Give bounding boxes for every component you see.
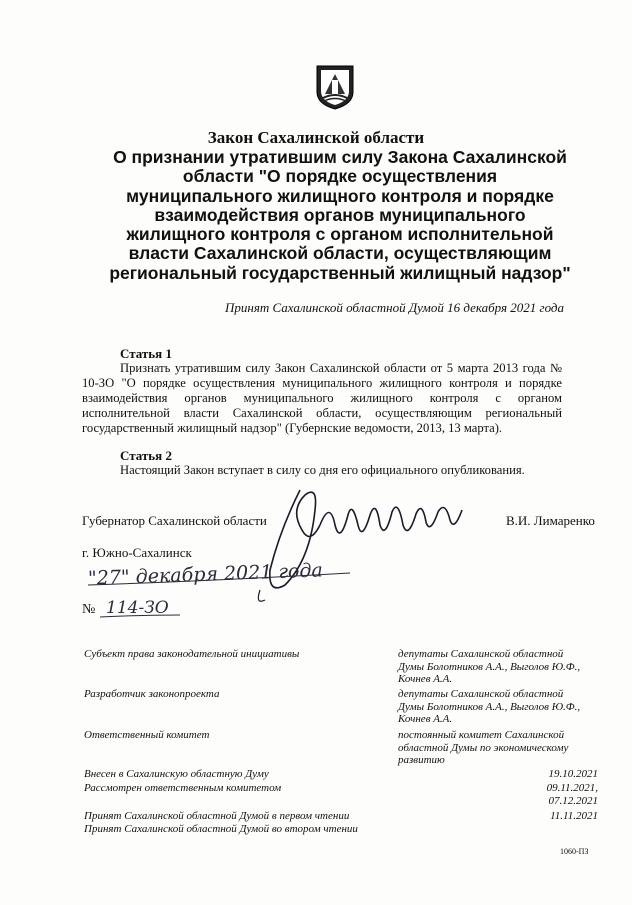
first-reading-date: 11.11.2021 [550, 810, 598, 822]
committee-label: Ответственный комитет [84, 729, 210, 741]
law-subject-title [90, 148, 590, 283]
subject-line: жилищного контроля с органом исполнительной [126, 224, 554, 245]
committee-value [398, 729, 598, 767]
governor-name: В.И. Лимаренко [506, 513, 595, 528]
value-line: Кочнев А.А. [398, 713, 453, 725]
value-line: развитию [398, 754, 445, 766]
value-line: депутаты Сахалинской областной [398, 688, 564, 700]
governor-title: Губернатор Сахалинской области [82, 513, 267, 528]
article-1-heading: Статья 1 [120, 346, 172, 361]
city: г. Южно-Сахалинск [82, 545, 192, 560]
second-reading-label: Принят Сахалинской областной Думой во втором чтении [84, 823, 358, 835]
committee-review-label: Рассмотрен ответственным комитетом [84, 782, 282, 794]
developer-value [398, 688, 598, 726]
date-value: 07.12.2021 [548, 794, 598, 807]
subject-line: власти Сахалинской области, осуществляющим [128, 243, 552, 264]
handwritten-date: "27" декабря 2021 года [87, 559, 324, 590]
handwritten-date-and-number [70, 555, 370, 625]
subject-line: О признании утратившим силу Закона Сахалинской [113, 147, 567, 167]
subject-line: области "О порядке осуществления [182, 166, 498, 187]
document-code: 1060-ПЗ [560, 847, 589, 856]
value-line: Думы Болотников А.А., Выголов Ю.Ф., [398, 700, 581, 713]
initiative-subject-value [398, 648, 598, 686]
value-line: постоянный комитет Сахалинской [398, 729, 565, 741]
value-line: областной Думы по экономическому [398, 741, 569, 754]
subject-line: региональный государственный жилищный надзор" [109, 262, 571, 283]
initiative-subject-label: Субъект права законодательной инициативы [84, 648, 300, 660]
developer-label: Разработчик законопроекта [84, 688, 220, 700]
law-title: Закон Сахалинской области [207, 128, 425, 147]
sakhalin-coat-of-arms-icon [315, 64, 355, 110]
article-2-text: Настоящий Закон вступает в силу со дня его официального опубликования. [120, 463, 525, 477]
submitted-date: 19.10.2021 [548, 768, 598, 780]
article-1-text: Признать утратившим силу Закон Сахалинской области от 5 марта 2013 года № 10-ЗО "О порядке осуществления муниципального жилищного контроля и порядке взаимодействия органов муниципального жилищного контроля с органом исполнительной власти Сахалинской области, осуществляющим региональный государственный жилищный надзор" (Губернские ведомости, 2013, 13 марта). [82, 361, 562, 435]
article-2-heading: Статья 2 [120, 448, 172, 463]
handwritten-number: 114-ЗО [106, 598, 169, 618]
first-reading-label: Принят Сахалинской областной Думой в первом чтении [84, 810, 350, 822]
subject-line: муниципального жилищного контроля и порядке [126, 185, 554, 206]
date-value: 09.11.2021, [546, 782, 598, 794]
article-1-body [82, 361, 562, 436]
committee-review-dates [460, 782, 598, 807]
value-line: Кочнев А.А. [398, 673, 453, 685]
number-sign: № [82, 602, 96, 617]
subject-line: взаимодействия органов муниципального [154, 204, 526, 225]
adoption-note: Принят Сахалинской областной Думой 16 декабря 2021 года [225, 300, 564, 315]
value-line: депутаты Сахалинской областной [398, 648, 564, 660]
submitted-label: Внесен в Сахалинскую областную Думу [84, 768, 269, 780]
value-line: Думы Болотников А.А., Выголов Ю.Ф., [398, 660, 581, 673]
